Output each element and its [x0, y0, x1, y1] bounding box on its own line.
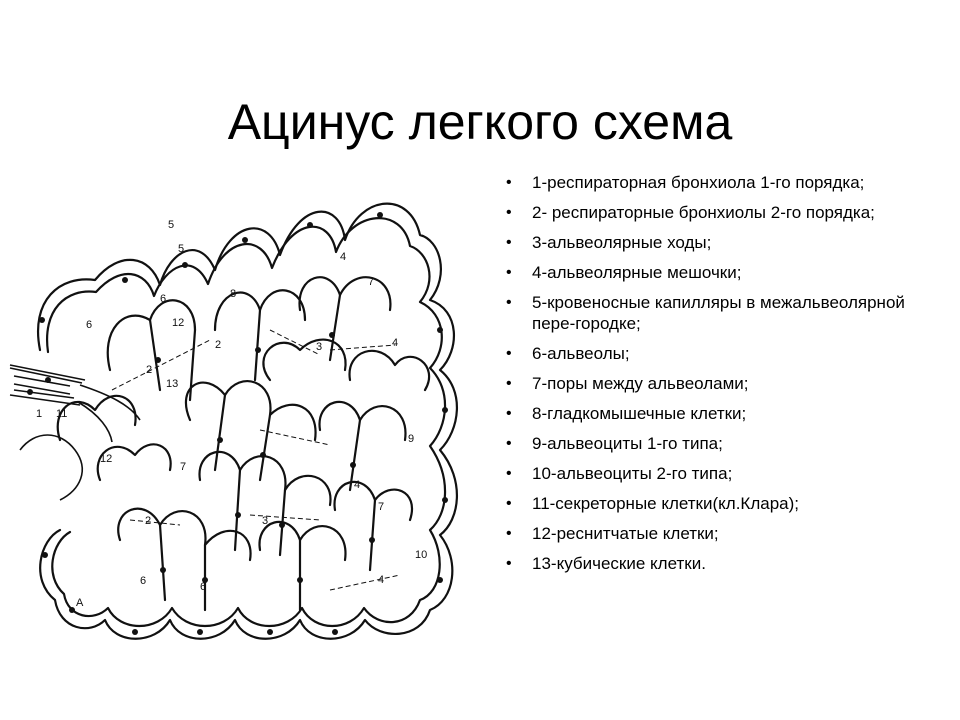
diagram-label: 7	[180, 461, 187, 473]
cell-nucleus	[122, 277, 128, 283]
legend-item-text: 2- респираторные бронхиолы 2-го порядка;	[532, 203, 875, 222]
alveolus-outline	[118, 509, 250, 560]
cell-nucleus	[42, 552, 48, 558]
bullet-icon: •	[506, 294, 512, 311]
cell-nucleus	[235, 512, 241, 518]
bullet-icon: •	[506, 234, 512, 251]
cell-nucleus	[27, 389, 33, 395]
cell-nucleus	[329, 332, 335, 338]
legend-item	[506, 262, 906, 283]
legend-item	[506, 493, 906, 514]
cell-nucleus	[217, 437, 223, 443]
diagram-label: A	[76, 597, 84, 609]
diagram-label: 6	[200, 581, 207, 593]
cell-nucleus	[369, 537, 375, 543]
legend-item	[506, 403, 906, 424]
diagram-label: 9	[408, 433, 415, 445]
pointer-line	[130, 520, 180, 525]
legend-item	[506, 373, 906, 394]
cell-nucleus	[242, 237, 248, 243]
legend-item-text: 4-альвеолярные мешочки;	[532, 263, 742, 282]
legend-item-text: 9-альвеоциты 1-го типа;	[532, 434, 723, 453]
bronchiole-wall	[78, 385, 140, 442]
alveolus-outline	[47, 218, 445, 626]
cell-nucleus	[350, 462, 356, 468]
alveolus-outline	[186, 381, 316, 440]
alveolus-outline	[200, 452, 331, 505]
cell-nucleus	[182, 262, 188, 268]
legend-item	[506, 523, 906, 544]
cell-nucleus	[297, 577, 303, 583]
cell-nucleus	[155, 357, 161, 363]
pointer-line	[112, 340, 210, 390]
acinus-diagram	[0, 180, 475, 650]
legend-item-text: 6-альвеолы;	[532, 344, 630, 363]
legend-item	[506, 463, 906, 484]
cell-nucleus	[437, 577, 443, 583]
diagram-label: 7	[368, 276, 375, 288]
diagram-label: 5	[168, 219, 175, 231]
bullet-icon: •	[506, 465, 512, 482]
slide-title: Ацинус легкого схема	[227, 93, 733, 150]
cell-nucleus	[267, 629, 273, 635]
legend-item-text: 13-кубические клетки.	[532, 554, 706, 573]
bullet-icon: •	[506, 495, 512, 512]
legend-item-text: 1-респираторная бронхиола 1-го порядка;	[532, 173, 865, 192]
cell-nucleus	[307, 222, 313, 228]
alveolus-outline	[350, 351, 430, 390]
cell-nucleus	[45, 377, 51, 383]
legend-item-text: 5-кровеносные капилляры в межальвеолярной пере-городке;	[532, 293, 905, 333]
alveolus-outline	[58, 396, 136, 440]
bullet-icon: •	[506, 345, 512, 362]
diagram-label: 6	[160, 293, 167, 305]
diagram-label: 1	[36, 408, 43, 420]
legend-item-text: 3-альвеолярные ходы;	[532, 233, 712, 252]
diagram-label: 2	[215, 339, 222, 351]
diagram-label: 3	[316, 341, 323, 353]
bullet-icon: •	[506, 555, 512, 572]
legend-item-text: 10-альвеоциты 2-го типа;	[532, 464, 733, 483]
cell-nucleus	[255, 347, 261, 353]
diagram-label: 13	[166, 378, 179, 390]
cell-nucleus	[132, 629, 138, 635]
bullet-icon: •	[506, 405, 512, 422]
diagram-label: 12	[172, 317, 185, 329]
alveolus-outline	[320, 402, 406, 440]
legend-item	[506, 292, 906, 334]
bronchiole-wall	[20, 435, 82, 500]
alveolus-outline	[260, 522, 346, 560]
legend-item	[506, 232, 906, 253]
diagram-label: 3	[262, 515, 269, 527]
cell-nucleus	[437, 327, 443, 333]
cell-nucleus	[260, 452, 266, 458]
cell-nucleus	[69, 607, 75, 613]
diagram-label: 2	[145, 515, 152, 527]
diagram-label: 4	[392, 337, 399, 349]
cell-nucleus	[39, 317, 45, 323]
diagram-label: 4	[378, 574, 385, 586]
acinus-drawing	[0, 180, 475, 650]
bullet-icon: •	[506, 375, 512, 392]
legend-item-text: 8-гладкомышечные клетки;	[532, 404, 747, 423]
diagram-label: 10	[415, 549, 428, 561]
diagram-label: 2	[146, 364, 153, 376]
legend-item-text: 12-реснитчатые клетки;	[532, 524, 719, 543]
diagram-label: 4	[340, 251, 347, 263]
legend-item-text: 11-секреторные клетки(кл.Клара);	[532, 494, 799, 513]
legend-item	[506, 172, 906, 193]
legend-item-text: 7-поры между альвеолами;	[532, 374, 749, 393]
bullet-icon: •	[506, 174, 512, 191]
cell-nucleus	[160, 567, 166, 573]
cell-nucleus	[197, 629, 203, 635]
cell-nucleus	[279, 522, 285, 528]
cell-nucleus	[377, 212, 383, 218]
pointer-line	[250, 515, 320, 520]
diagram-label: 4	[354, 479, 361, 491]
alveolus-outline	[300, 277, 391, 310]
diagram-label: 7	[378, 501, 385, 513]
diagram-label: 6	[86, 319, 93, 331]
diagram-label: 6	[140, 575, 147, 587]
cell-nucleus	[332, 629, 338, 635]
pointer-line	[330, 575, 400, 590]
cell-nucleus	[442, 407, 448, 413]
bullet-icon: •	[506, 435, 512, 452]
bullet-icon: •	[506, 264, 512, 281]
pointer-line	[260, 430, 330, 445]
diagram-label: 12	[100, 453, 113, 465]
diagram-label: 8	[230, 288, 237, 300]
diagram-label: 11	[56, 408, 68, 420]
bullet-icon: •	[506, 204, 512, 221]
legend-list	[506, 172, 906, 583]
bullet-icon: •	[506, 525, 512, 542]
diagram-label: 5	[178, 243, 185, 255]
cell-nucleus	[442, 497, 448, 503]
legend-item	[506, 202, 906, 223]
legend-item	[506, 433, 906, 454]
legend-item	[506, 343, 906, 364]
legend-item	[506, 553, 906, 574]
